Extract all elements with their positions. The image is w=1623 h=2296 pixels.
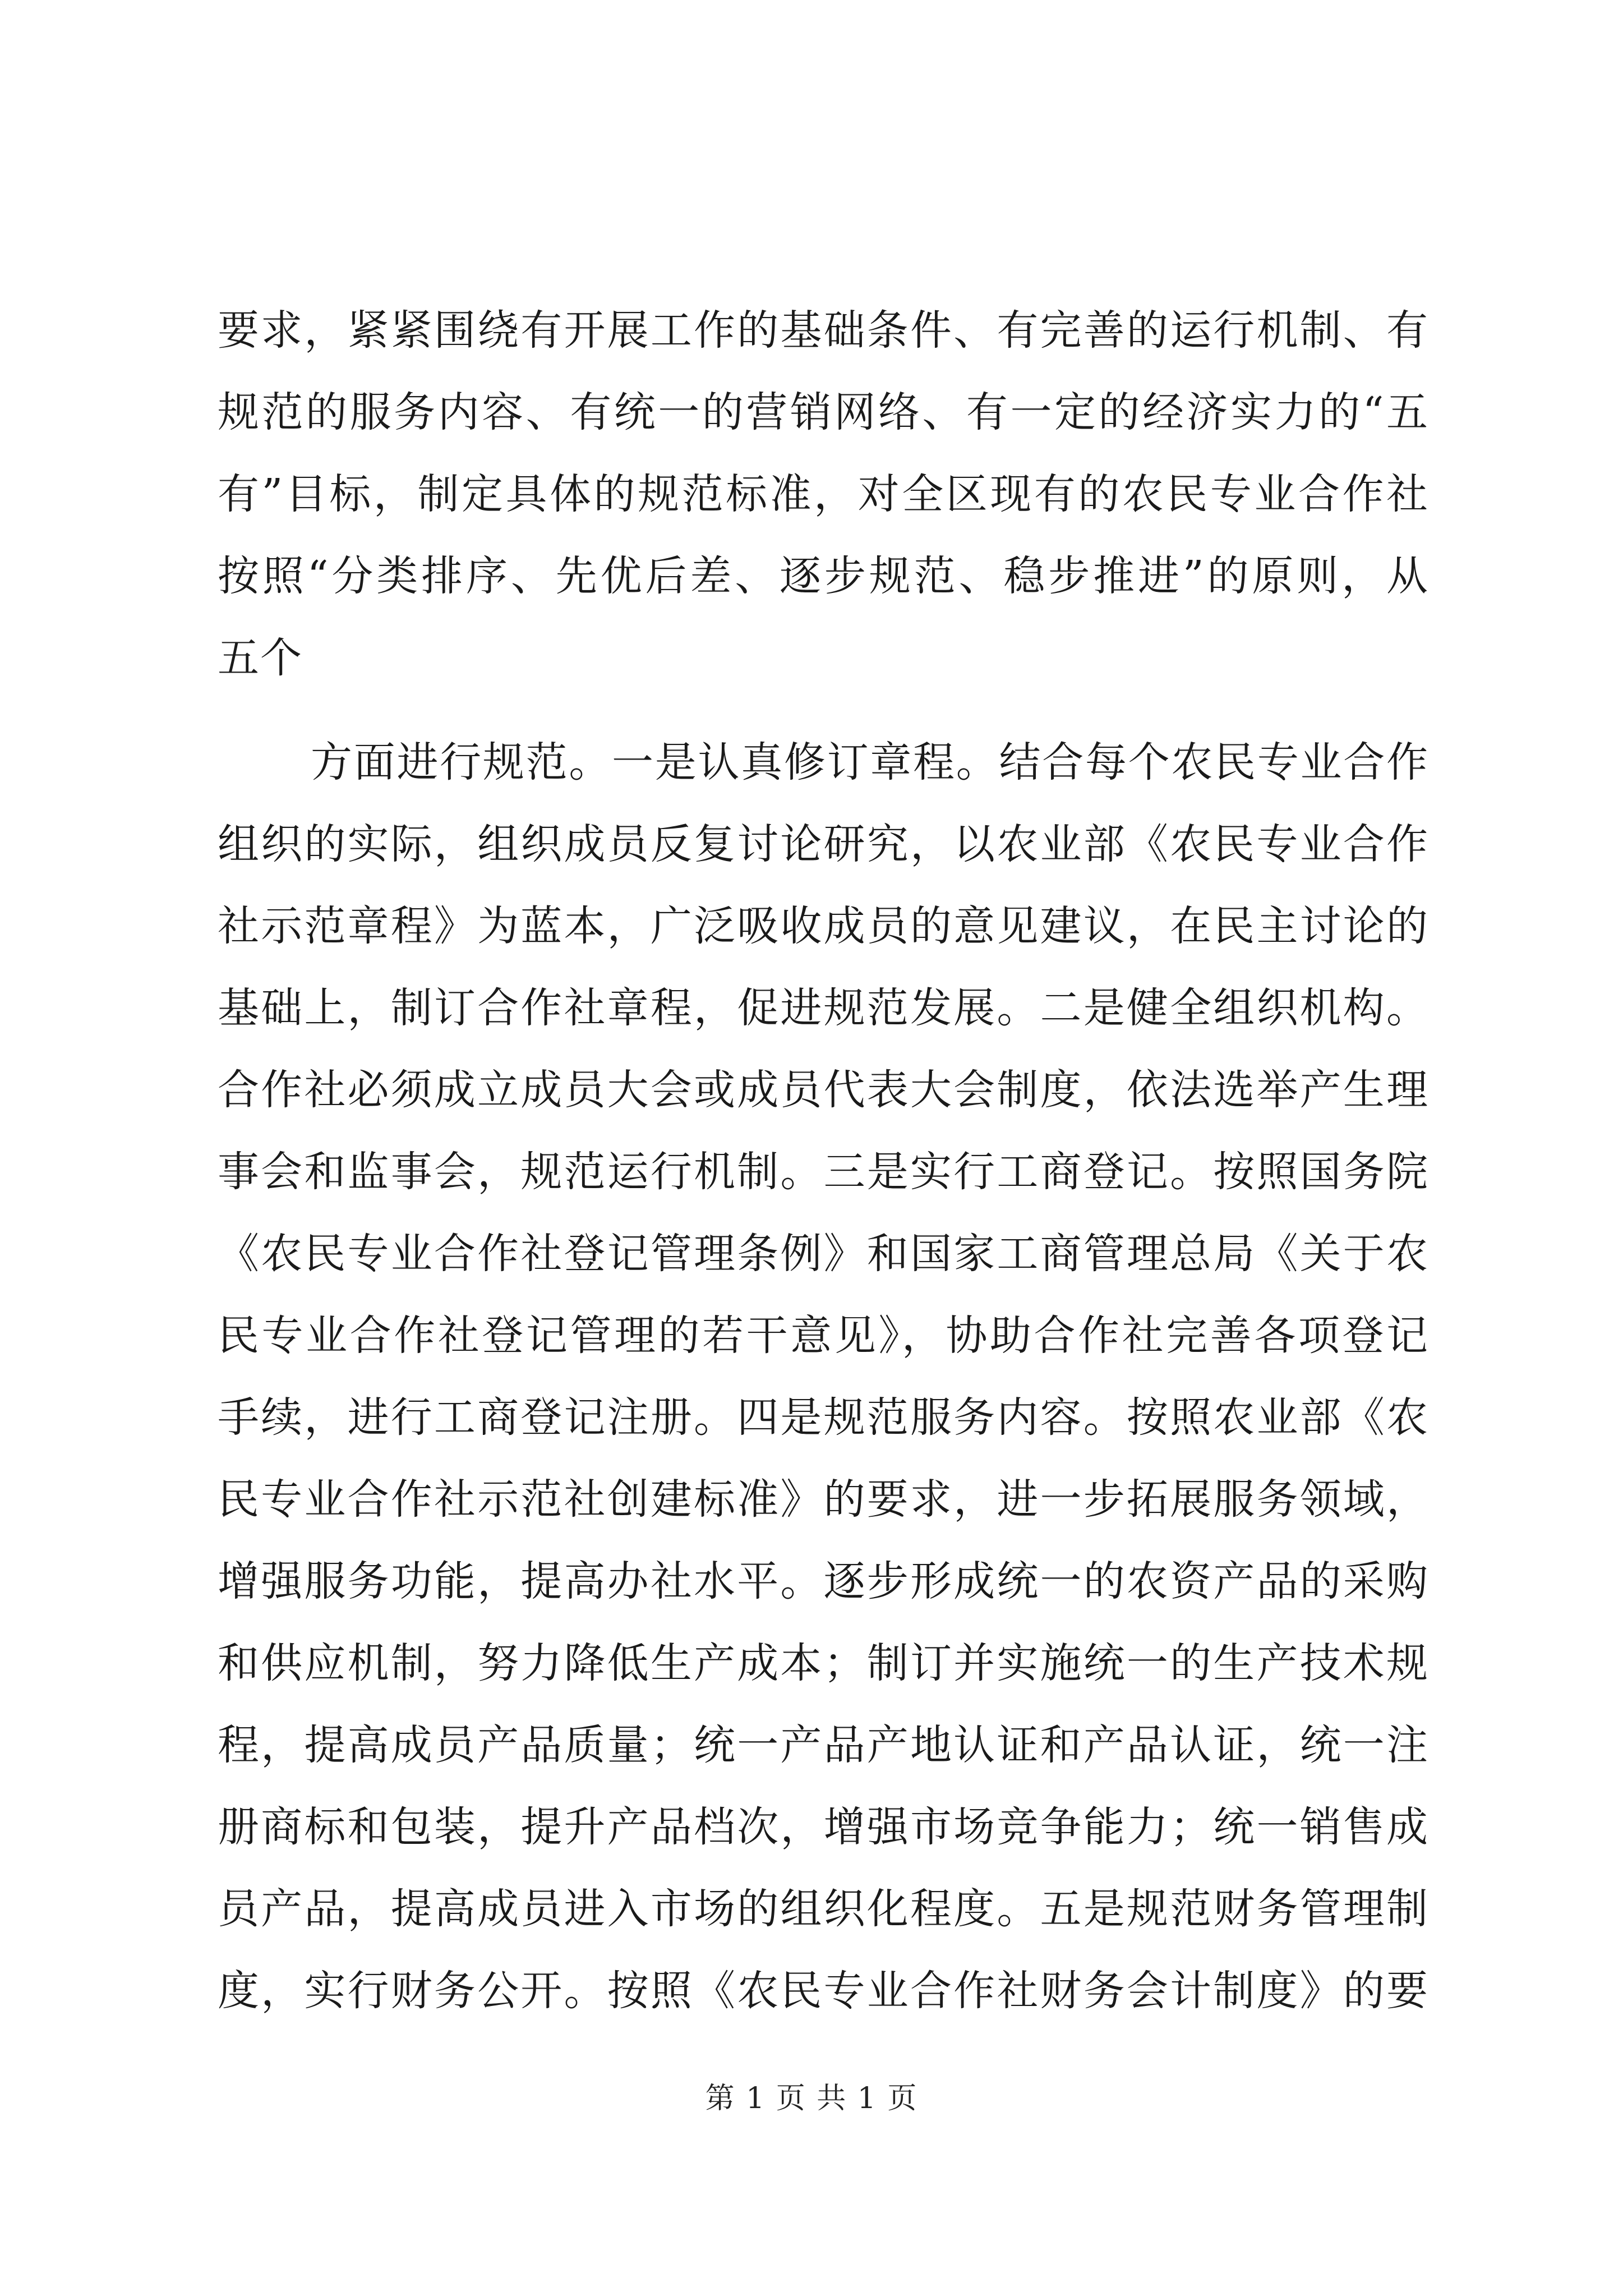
text-line: 增强服务功能，提高办社水平。逐步形成统一的农资产品的采购	[218, 1557, 1429, 1605]
text-line: 民专业合作社示范社创建标准》的要求，进一步拓展服务领域，	[218, 1475, 1429, 1524]
text-line: 社示范章程》为蓝本，广泛吸收成员的意见建议，在民主讨论的	[218, 902, 1429, 950]
text-line: 度，实行财务公开。按照《农民专业合作社财务会计制度》的要	[218, 1967, 1429, 2015]
text-line: 册商标和包装，提升产品档次，增强市场竞争能力；统一销售成	[218, 1803, 1429, 1851]
body-text	[218, 289, 1429, 2032]
page-footer	[0, 2079, 1623, 2118]
text-line: 员产品，提高成员进入市场的组织化程度。五是规范财务管理制	[218, 1885, 1429, 1933]
text-line: 按照“分类排序、先优后差、逐步规范、稳步推进”的原则，从	[218, 552, 1429, 600]
text-line: 《农民专业合作社登记管理条例》和国家工商管理总局《关于农	[218, 1230, 1429, 1278]
text-line: 五个	[218, 634, 303, 682]
page-number-label: 第 1 页 共 1 页	[705, 2082, 918, 2115]
paragraph-spacer	[218, 699, 1429, 721]
paragraph-2	[218, 721, 1429, 2032]
text-line: 规范的服务内容、有统一的营销网络、有一定的经济实力的“五	[218, 388, 1429, 436]
text-line: 有”目标，制定具体的规范标准，对全区现有的农民专业合作社	[218, 470, 1429, 518]
text-line: 和供应机制，努力降低生产成本；制订并实施统一的生产技术规	[218, 1639, 1429, 1687]
text-line: 方面进行规范。一是认真修订章程。结合每个农民专业合作	[311, 738, 1429, 786]
text-line: 事会和监事会，规范运行机制。三是实行工商登记。按照国务院	[218, 1148, 1429, 1196]
text-line: 合作社必须成立成员大会或成员代表大会制度，依法选举产生理	[218, 1066, 1429, 1114]
paragraph-1	[218, 289, 1429, 699]
text-line: 程，提高成员产品质量；统一产品产地认证和产品认证，统一注	[218, 1721, 1429, 1769]
text-line: 基础上，制订合作社章程，促进规范发展。二是健全组织机构。	[218, 984, 1429, 1032]
text-line: 民专业合作社登记管理的若干意见》，协助合作社完善各项登记	[218, 1312, 1429, 1360]
text-line: 要求，紧紧围绕有开展工作的基础条件、有完善的运行机制、有	[218, 306, 1429, 355]
text-line: 组织的实际，组织成员反复讨论研究，以农业部《农民专业合作	[218, 820, 1429, 868]
text-line: 手续，进行工商登记注册。四是规范服务内容。按照农业部《农	[218, 1393, 1429, 1442]
